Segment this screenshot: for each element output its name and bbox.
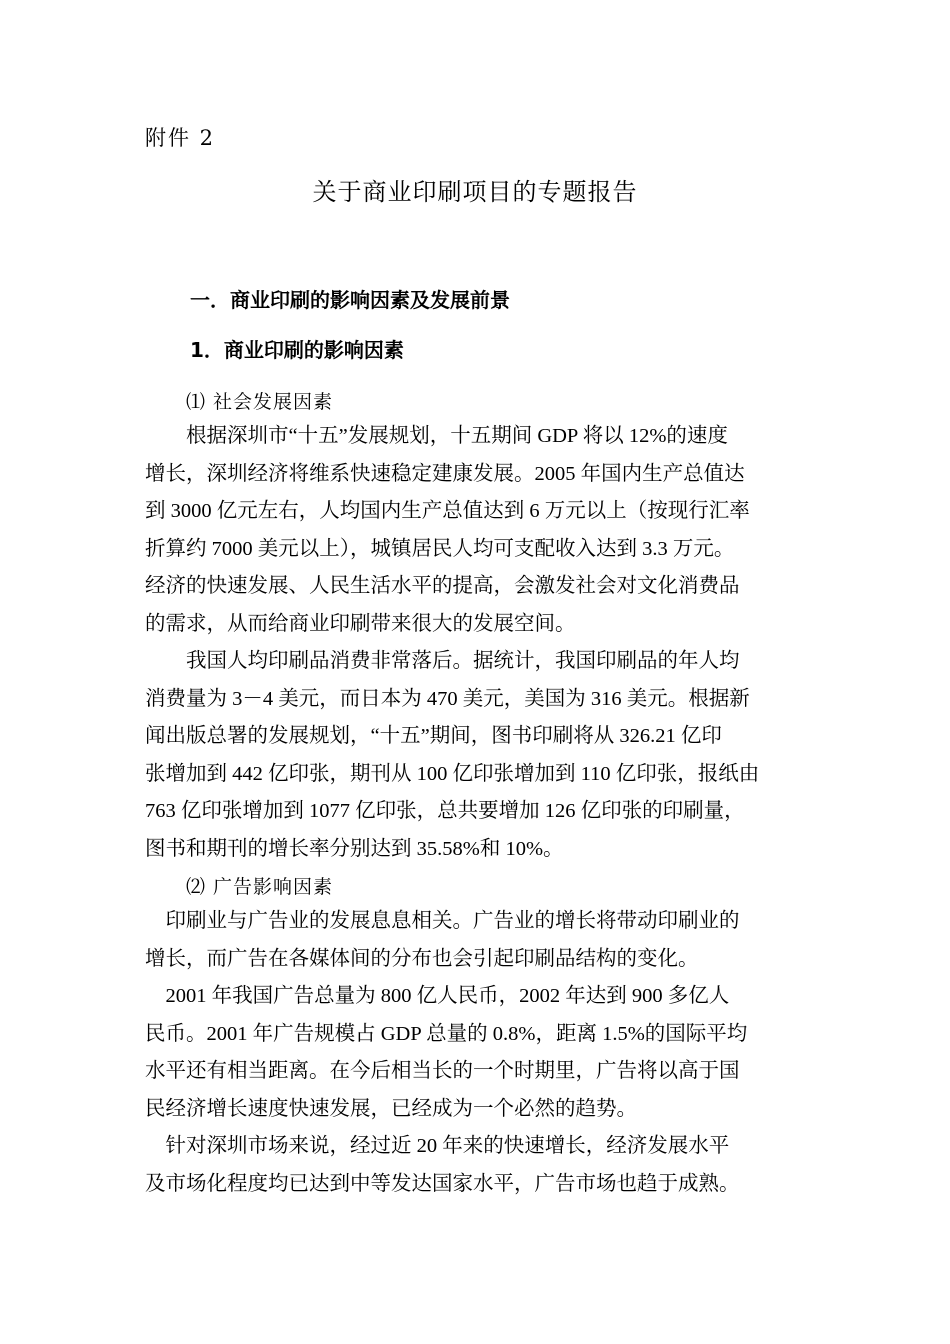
text-line: 根据深圳市“十五”发展规划，十五期间 GDP 将以 12%的速度 — [145, 425, 728, 447]
text-line: 763 亿印张增加到 1077 亿印张，总共要增加 126 亿印张的印刷量， — [145, 800, 745, 822]
text-line: 消费量为 3－4 美元，而日本为 470 美元，美国为 316 美元。根据新 — [145, 687, 750, 710]
text-line: 及市场化程度均已达到中等发达国家水平，广告市场也趋于成熟。 — [145, 1172, 740, 1195]
text-line: 增长，深圳经济将维系快速稳定建康发展。2005 年国内生产总值达 — [145, 462, 745, 485]
text-line: 民币。2001 年广告规模占 GDP 总量的 0.8%，距离 1.5%的国际平均 — [145, 1022, 748, 1045]
text-line: 我国人均印刷品消费非常落后。据统计，我国印刷品的年人均 — [145, 650, 740, 672]
paragraph-print-consumption — [145, 643, 810, 868]
text-line: 2001 年我国广告总量为 800 亿人民币，2002 年达到 900 多亿人 — [145, 985, 730, 1007]
section-heading: 一．商业印刷的影响因素及发展前景 — [190, 288, 510, 312]
document-title: 关于商业印刷项目的专题报告 — [312, 178, 638, 206]
attachment-label: 附件 2 — [145, 126, 216, 150]
paragraph-shenzhen-market — [145, 1128, 810, 1203]
factor-heading-advertising: ⑵ 广告影响因素 — [186, 876, 334, 898]
text-line: 针对深圳市场来说，经过近 20 年来的快速增长，经济发展水平 — [145, 1135, 730, 1157]
text-line: 到 3000 亿元左右，人均国内生产总值达到 6 万元以上（按现行汇率 — [145, 500, 750, 522]
text-line: 印刷业与广告业的发展息息相关。广告业的增长将带动印刷业的 — [145, 910, 740, 932]
text-line: 的需求，从而给商业印刷带来很大的发展空间。 — [145, 612, 576, 635]
text-line: 民经济增长速度快速发展，已经成为一个必然的趋势。 — [145, 1097, 637, 1120]
paragraph-advertising-volume — [145, 978, 810, 1128]
text-line: 张增加到 442 亿印张，期刊从 100 亿印张增加到 110 亿印张，报纸由 — [145, 762, 760, 785]
text-line: 水平还有相当距离。在今后相当长的一个时期里，广告将以高于国 — [145, 1060, 740, 1082]
subsection-heading: 1．商业印刷的影响因素 — [190, 338, 404, 362]
text-line: 闻出版总署的发展规划，“十五”期间，图书印刷将从 326.21 亿印 — [145, 725, 722, 747]
text-line: 折算约 7000 美元以上），城镇居民人均可支配收入达到 3.3 万元。 — [145, 537, 735, 560]
text-line: 增长，而广告在各媒体间的分布也会引起印刷品结构的变化。 — [145, 947, 699, 970]
text-line: 图书和期刊的增长率分别达到 35.58%和 10%。 — [145, 837, 564, 860]
paragraph-social-development — [145, 418, 810, 643]
text-line: 经济的快速发展、人民生活水平的提高，会激发社会对文化消费品 — [145, 575, 740, 597]
factor-heading-social: ⑴ 社会发展因素 — [186, 391, 334, 413]
paragraph-advertising-relation — [145, 903, 810, 978]
